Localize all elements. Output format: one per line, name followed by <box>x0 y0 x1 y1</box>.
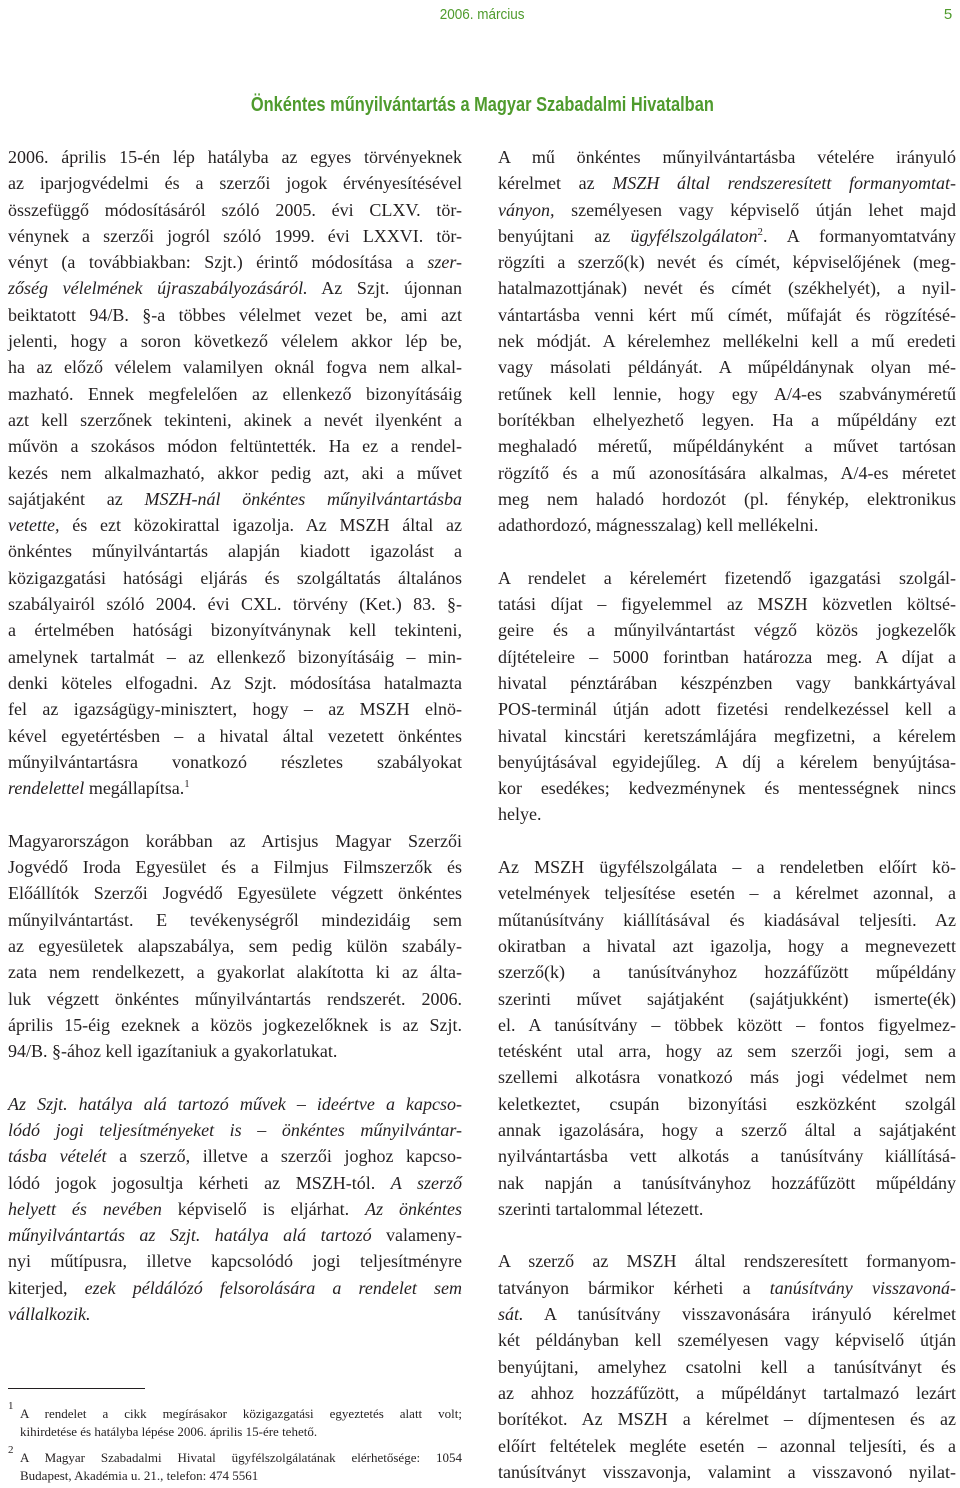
text-line <box>498 644 956 670</box>
text-line <box>498 170 956 196</box>
text-line <box>498 959 956 985</box>
text-line <box>8 354 462 380</box>
text-run: kor esedékes; kedvezménynek és mentességnek nincs <box>498 778 956 799</box>
italic-text: ezek példálózó felsorolására a rendelet sem <box>84 1277 462 1298</box>
text-line <box>498 354 956 380</box>
footnote-line: A Magyar Szabadalmi Hivatal ügyfélszolgálatának elérhetősége: 1054 <box>20 1450 462 1465</box>
footnote-line: kihirdetése és hatályba lépése 2006. április 15-ére tehető. <box>20 1424 318 1439</box>
text-line <box>498 328 956 354</box>
text-line <box>8 460 462 486</box>
text-line <box>8 275 462 301</box>
paragraph <box>8 144 462 801</box>
paragraph <box>498 854 956 1222</box>
italic-text: sát. <box>498 1304 524 1325</box>
text-run: Előállítók Szerzői Jogvédő Egyesülete végzett önkéntes <box>8 883 462 904</box>
text-line <box>498 1275 956 1301</box>
text-run: műnyilvántartásra vonatkozó részletes szabályokat <box>8 751 462 772</box>
text-line <box>8 1275 462 1301</box>
text-line <box>498 381 956 407</box>
text-line <box>8 1012 462 1038</box>
text-run: Az MSZH ügyfélszolgálata – a rendeletben előírt kö- <box>498 857 956 878</box>
footnote-marker: 2 <box>8 1444 14 1456</box>
text-line <box>8 249 462 275</box>
text-run: nek módját. A kérelemhez mellékelni kell a mű eredeti <box>498 331 956 352</box>
text-run: tatványon bármikor kérheti a <box>498 1277 770 1298</box>
text-run: meg nem haladó hordozót (pl. fénykép, elektronikus <box>498 488 956 509</box>
text-line <box>498 512 956 538</box>
text-run: képviselő is eljárhat. <box>161 1198 366 1219</box>
text-line <box>8 828 462 854</box>
text-line <box>8 1170 462 1196</box>
text-run: vetelmények teljesítése esetén – a kérelmet azonnal, a <box>498 883 956 904</box>
text-run: nak napján a tanúsítványhoz hozzáfűzött műpéldány <box>498 1172 956 1193</box>
footnote-marker: 1 <box>8 1400 14 1412</box>
text-line <box>8 907 462 933</box>
footnotes <box>8 1388 462 1485</box>
text-run: vántartásba venni kért mű címét, műfaját és rögzítésé- <box>498 304 956 325</box>
text-line <box>498 1354 956 1380</box>
text-line <box>498 907 956 933</box>
text-line <box>8 407 462 433</box>
text-run: azt kell szerzőnek tekinteni, akinek a nevét ilyenként a <box>8 409 462 430</box>
footnote-line: Budapest, Akadémia u. 21., telefon: 474 5561 <box>20 1468 259 1483</box>
text-run: amelynek tartalmát – az ellenkező bizonyításáig – min- <box>8 646 462 667</box>
text-line <box>8 749 462 775</box>
italic-text: szer- <box>427 252 462 273</box>
text-run: ha az előző vélelem valamilyen oknál fogva nem alkal- <box>8 357 462 378</box>
text-line <box>498 1406 956 1432</box>
text-run: keletkeztet, csupán bizonyítási eszközként szolgál <box>498 1093 956 1114</box>
text-run: kiterjed, <box>8 1277 85 1298</box>
text-run: díjtételeire – 5000 forintban határozza meg. A díjat a <box>498 646 956 667</box>
text-run: személyesen vagy képviselő útján lehet majd <box>554 199 956 220</box>
footnote-line: A rendelet a cikk megírásakor közigazgatási egyeztetés alatt volt; <box>20 1406 462 1421</box>
italic-text: Az Szjt. hatálya alá tartozó művek – ideértve a kapcso- <box>8 1093 462 1114</box>
text-run: műnyilvántartást. E tevékenységről mindezidáig sem <box>8 909 462 930</box>
text-run: el. A tanúsítvány – többek között – fontos figyelmez- <box>498 1014 956 1035</box>
text-run: retűnek kell lennie, hogy egy A/4-es szabványméretű <box>498 383 956 404</box>
left-column <box>8 144 462 1354</box>
text-run: lódó jogok jogosultja kérheti az MSZH-tól. <box>8 1172 391 1193</box>
text-run: A szerző az MSZH által rendszeresített formanyom- <box>498 1251 956 1272</box>
text-line <box>498 1248 956 1274</box>
text-line <box>498 1301 956 1327</box>
text-line <box>8 170 462 196</box>
text-run: 2006. április 15-én lép hatályba az egyes törvényeknek <box>8 147 462 167</box>
text-run: helye. <box>498 804 542 825</box>
text-line <box>8 670 462 696</box>
text-line <box>8 144 462 170</box>
text-line <box>498 1196 956 1222</box>
paragraph <box>498 1248 956 1485</box>
text-line <box>8 328 462 354</box>
text-run: Magyarországon korábban az Artisjus Magyar Szerzői <box>8 830 462 851</box>
italic-text: Az önkéntes <box>365 1198 462 1219</box>
text-line <box>8 1222 462 1248</box>
text-line <box>8 591 462 617</box>
text-run: okiratban a hivatal azt igazolja, hogy a megnevezett <box>498 935 956 956</box>
text-run: meghaladó méretű, műpéldányként a művet tartósan <box>498 436 956 457</box>
text-run: rögzíti a szerző(k) nevét és címét, képviselőjének (meg- <box>498 252 956 273</box>
text-run: az iparjogvédelmi és a szerzői jogok érvényesítésével <box>8 173 462 194</box>
text-run: nyi műtípusra, illetve kapcsolódó jogi teljesítményre <box>8 1251 462 1272</box>
text-line <box>8 617 462 643</box>
text-run: benyújtani, amelyhez csatolni kell a tanúsítványt és <box>498 1356 956 1377</box>
italic-text: MSZH által rendszeresített formanyomtat- <box>612 173 956 194</box>
text-run: borítékot. Az MSZH a kérelmet – díjmentesen és az <box>498 1409 956 1430</box>
footnote-rule <box>8 1388 145 1389</box>
text-run: benyújtásával egyidejűleg. A díj a kérelem benyújtása- <box>498 751 956 772</box>
italic-text: lódó jogi teljesítményeket is – önkéntes műnyilvántar- <box>8 1119 462 1140</box>
text-run: szellemi alkotásra vonatkozó más jogi védelmet nem <box>498 1067 956 1088</box>
text-line <box>498 723 956 749</box>
text-line <box>498 670 956 696</box>
text-run: és ezt közokirattal igazolja. Az MSZH által az <box>59 515 462 536</box>
text-line <box>498 749 956 775</box>
text-run: hivatal kincstári keretszámlájára megfizetni, a kérelem <box>498 725 956 746</box>
text-run: valameny- <box>371 1225 462 1246</box>
text-run: . A formanyomtatvány <box>762 225 956 246</box>
text-run: borítékban elhelyezhető legyen. Ha a műpéldány ezt <box>498 409 956 430</box>
text-line <box>8 197 462 223</box>
text-run: A tanúsítvány visszavonására irányuló kérelmet <box>523 1304 956 1325</box>
italic-text: ügyfélszolgálaton <box>630 225 758 246</box>
text-run: hivatal pénztárában készpénzben vagy bankkártyával <box>498 672 956 693</box>
text-line <box>498 433 956 459</box>
paragraph <box>498 144 956 538</box>
text-line <box>8 1143 462 1169</box>
text-line <box>498 986 956 1012</box>
text-line <box>498 1380 956 1406</box>
text-run: megállapítsa. <box>84 778 185 799</box>
text-run: tatási díjat – figyelemmel az MSZH közvetlen költsé- <box>498 594 956 615</box>
text-line <box>8 644 462 670</box>
text-line <box>8 933 462 959</box>
text-line <box>498 249 956 275</box>
text-run: két példányban kell személyesen vagy képviselő útján <box>498 1330 956 1351</box>
text-run: vagy másolati példányát. A műpéldánynak olyan mé- <box>498 357 956 378</box>
text-line <box>8 1301 462 1327</box>
footnote-reference: 2 <box>757 225 763 238</box>
text-line <box>8 696 462 722</box>
text-line <box>498 1117 956 1143</box>
text-line <box>8 1117 462 1143</box>
text-line <box>498 1327 956 1353</box>
paragraph <box>8 828 462 1065</box>
text-run: önkéntes műnyilvántartás alapján kiadott igazolást a <box>8 541 462 562</box>
text-line <box>498 144 956 170</box>
text-run: fel az igazságügy-minisztert, hogy – az MSZH elnö- <box>8 699 462 720</box>
text-line <box>498 1038 956 1064</box>
text-run: szerinti művet sajátjaként (sajátjukként) ismerte(ék) <box>498 988 956 1009</box>
text-line <box>498 1170 956 1196</box>
italic-text: zőség vélelmének újraszabályozásáról. <box>8 278 308 299</box>
italic-text: ványon, <box>498 199 555 220</box>
article-title <box>0 92 960 118</box>
text-run: luk végzett önkéntes műnyilvántartás rendszerét. 2006. <box>8 988 462 1009</box>
header-date <box>382 6 582 24</box>
text-run: szabályairól szóló 2004. évi CXL. törvény (Ket.) 83. §- <box>8 594 462 615</box>
text-line <box>498 880 956 906</box>
text-line <box>8 880 462 906</box>
text-run: tetésként utal arra, hogy az sem szerzői jogi, sem a <box>498 1041 956 1062</box>
text-run: szerző(k) a tanúsítványhoz hozzáfűzött műpéldány <box>498 962 956 983</box>
text-line <box>498 933 956 959</box>
text-run: beiktatott 94/B. §-a többes vélelmet vezet be, ami azt <box>8 304 462 325</box>
text-run: április 15-éig ezeknek a közös jogkezelőknek is az Szjt. <box>8 1014 462 1035</box>
text-line <box>498 591 956 617</box>
text-run: A rendelet a kérelemért fizetendő igazgatási szolgál- <box>498 567 956 588</box>
text-line <box>498 486 956 512</box>
text-run: szerinti tartalommal létezett. <box>498 1198 704 1219</box>
text-run: Az Szjt. újonnan <box>307 278 462 299</box>
text-line <box>498 801 956 827</box>
italic-text: MSZH-nál önkéntes műnyilvántartásba <box>144 488 462 509</box>
text-line <box>498 407 956 433</box>
text-line <box>8 1091 462 1117</box>
text-line <box>8 1038 462 1064</box>
paragraph <box>8 1091 462 1328</box>
text-run: Jogvédő Iroda Egyesület és a Filmjus Filmszerzők és <box>8 857 462 878</box>
text-run: mazható. Ennek megfelelően az ellenkező bizonyításáig <box>8 383 462 404</box>
page-number: 5 <box>943 6 953 23</box>
text-run: műtanúsítvány kiállításával és kiadásával teljesíti. Az <box>498 909 956 930</box>
italic-text: vállalkozik. <box>8 1304 91 1325</box>
text-run: POS-terminál útján adott fizetési rendelkezéssel kell a <box>498 699 956 720</box>
text-line <box>8 1248 462 1274</box>
italic-text: tásba vételét <box>8 1146 107 1167</box>
text-line <box>498 1459 956 1485</box>
text-line <box>498 223 956 249</box>
footnote-2 <box>8 1444 462 1485</box>
text-line <box>498 854 956 880</box>
italic-text: műnyilvántartás az Szjt. hatálya alá tartozó <box>8 1225 372 1246</box>
text-line <box>498 1433 956 1459</box>
text-run: az egyesületek alapszabálya, sem pedig külön szabály- <box>8 935 462 956</box>
text-line <box>8 486 462 512</box>
text-run: kével egyetértésben – a hivatal által vezetett önkéntes <box>8 725 462 746</box>
text-run: a értelmében hatósági bizonyítványnak kell tekinteni, <box>8 620 462 641</box>
text-line <box>498 1143 956 1169</box>
text-run: A mű önkéntes műnyilvántartásba vételére irányuló <box>498 147 956 167</box>
italic-text: A szerző <box>390 1172 462 1193</box>
text-run: geire és a műnyilvántartást végző közös jogkezelők <box>498 620 956 641</box>
text-line <box>8 223 462 249</box>
right-column <box>498 144 956 1488</box>
text-line <box>8 512 462 538</box>
header-date-text: 2006. március <box>439 6 525 23</box>
text-line <box>498 460 956 486</box>
text-run: előírt feltételek megléte esetén – azonnal teljesíti, és a <box>498 1435 956 1456</box>
text-run: az ahhoz hozzáfűzött, a műpéldányt tartalmazó lezárt <box>498 1382 956 1403</box>
text-run: zata nem rendelkezett, a gyakorlat alakította ki az álta- <box>8 962 462 983</box>
text-run: közigazgatási hatósági eljárás és szolgáltatás általános <box>8 567 462 588</box>
text-run: tanúsítványt visszavonja, valamint a visszavonó nyilat- <box>498 1461 956 1482</box>
italic-text: helyett és nevében <box>8 1198 162 1219</box>
text-run: hatalmazottjának) nevét és címét (székhelyét), a nyil- <box>498 278 956 299</box>
text-line <box>8 433 462 459</box>
italic-text: rendelettel <box>8 778 85 799</box>
text-line <box>8 775 462 801</box>
text-line <box>498 775 956 801</box>
text-run: vényt (a továbbiakban: Szjt.) érintő módosítása a <box>8 252 428 273</box>
text-run: benyújtani az <box>498 225 631 246</box>
text-run: kérelmet az <box>498 173 613 194</box>
text-line <box>8 854 462 880</box>
text-run: 94/B. §-ához kell igazítaniuk a gyakorlatukat. <box>8 1041 338 1062</box>
text-run: rögzítő és a mű azonosítására alkalmas, A/4-es méretet <box>498 462 956 483</box>
footnote-1 <box>8 1400 462 1441</box>
text-run: sajátjaként az <box>8 488 145 509</box>
text-line <box>498 197 956 223</box>
text-line <box>8 538 462 564</box>
text-line <box>8 381 462 407</box>
text-run: kezés nem alkalmazható, akkor pedig azt, aki a művet <box>8 462 462 483</box>
footnote-reference: 1 <box>184 778 190 791</box>
text-line <box>498 565 956 591</box>
text-line <box>8 959 462 985</box>
text-run: annak igazolására, hogy a szerző által a sajátjaként <box>498 1119 956 1140</box>
text-line <box>498 1012 956 1038</box>
text-line <box>8 723 462 749</box>
text-line <box>8 1196 462 1222</box>
text-run: jelenti, hogy a soron következő vélelem akkor lép be, <box>8 331 462 352</box>
text-run: a szerző, illetve a szerzői joghoz kapcso- <box>106 1146 462 1167</box>
text-line <box>498 696 956 722</box>
text-run: adathordozó, mágnesszalag) kell mellékelni. <box>498 515 819 536</box>
italic-text: tanúsítvány visszavoná- <box>769 1277 956 1298</box>
text-run: vénynek a szerzői jogról szóló 1999. évi LXXVI. tör- <box>8 225 462 246</box>
text-line <box>498 1064 956 1090</box>
text-line <box>498 1091 956 1117</box>
text-run: nyilvántartásba vett alkotás a tanúsítvány kiállításá- <box>498 1146 956 1167</box>
text-line <box>498 275 956 301</box>
article-title-text: Önkéntes műnyilvántartás a Magyar Szabadalmi Hivatalban <box>250 94 714 116</box>
text-line <box>498 302 956 328</box>
text-run: denki köteles elfogadni. Az Szjt. módosítása hatalmazta <box>8 672 462 693</box>
text-line <box>498 617 956 643</box>
text-run: művön a szokásos módon feltüntették. Ha ez a rendel- <box>8 436 462 457</box>
text-run: összefüggő módosításáról szóló 2005. évi CLXV. tör- <box>8 199 462 220</box>
text-line <box>8 565 462 591</box>
paragraph <box>498 565 956 828</box>
text-line <box>8 302 462 328</box>
text-line <box>8 986 462 1012</box>
italic-text: vetette, <box>8 515 60 536</box>
